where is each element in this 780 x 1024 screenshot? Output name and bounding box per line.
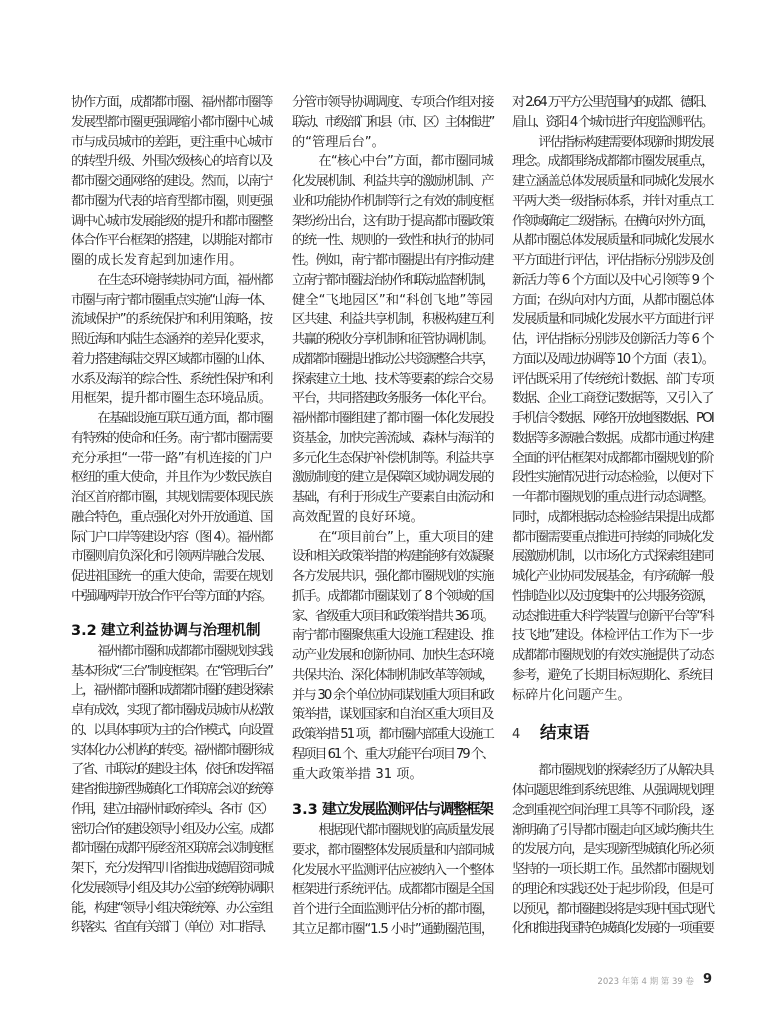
text-line: 手机信令数据、网络开放地图数据、POI [512, 411, 713, 426]
text-line: 资基金，加快完善流域、森林与海洋的 [292, 430, 493, 446]
text-line: 上，福州都市圈和成都都市圈的建设探索 [71, 683, 272, 699]
text-line: 发展质量和同城化发展水平方面进行评 [512, 312, 713, 328]
text-line: 在“项目前台”上，重大项目的建 [318, 529, 493, 545]
text-line: 成都都市圈提出推动公共资源整合共享， [292, 351, 493, 367]
paragraph [512, 761, 713, 939]
text-line: 作用，建立由福州市政府牵头、各市（区） [71, 801, 272, 817]
text-line: 实体化办公机构的转变。福州都市圈形成 [71, 742, 272, 758]
text-line: 发展型都市圈更强调缩小都市圈中心城 [71, 114, 272, 130]
text-line: 根据现代都市圈规划的高质量发展 [318, 823, 493, 838]
text-line: 理念。成都围绕成都都市圈发展重点， [512, 154, 713, 170]
page-footer [597, 972, 712, 988]
text-line: 市与成员城市的差距，更注重中心城市 [71, 134, 272, 150]
text-line: 抓手。成都都市圈谋划了 8 个领域的国 [292, 588, 493, 604]
text-column-middle [292, 93, 493, 940]
text-line: 的理论和实践还处于起步阶段，但是可 [512, 881, 713, 897]
text-line: 都市圈在成都平原经济区联席会议制度框 [71, 841, 272, 857]
text-line: 作领域确定二级指标。在横向对外方面， [512, 213, 713, 229]
section-title: 建立利益协调与治理机制 [101, 623, 261, 639]
text-line: 技飞地”建设。体检评估工作为下一步 [512, 628, 713, 644]
text-line: 流域保护”的系统保护和利用策略，按 [71, 312, 272, 328]
text-line: 政策举措 51 项，都市圈内部重大设施工 [292, 727, 493, 742]
text-line: 际门户口岸等建设内容（图 4）。福州都 [71, 529, 272, 545]
text-line: 体问题思维到系统思维、从强调规划理 [512, 783, 713, 798]
page-number: 9 [702, 972, 712, 987]
text-line: 调中心城市发展能级的提升和都市圈整 [71, 213, 272, 229]
text-line: 动产业发展和创新协同、加快生态环境 [292, 648, 493, 663]
text-line: 程项目 61 个、重大功能平台项目 79 个、 [292, 746, 493, 762]
text-line: 用框架，提升都市圈生态环境品质。 [71, 391, 272, 407]
text-line: 同时，成都根据动态检验结果提出成都 [512, 509, 713, 525]
text-line: 激励制度的建立是保障区域协调发展的 [292, 470, 493, 486]
section-heading [71, 622, 272, 642]
text-line: 圈的成长发育起到加速作用。 [71, 253, 243, 268]
text-line: 新活力等 6 个方面以及中心引领等 9 个 [512, 272, 713, 288]
paragraph [292, 821, 493, 940]
text-line: 融合特色，重点强化对外开放通道、国 [71, 509, 272, 525]
section-title: 建立发展监测评估与调整框架 [322, 802, 493, 819]
section-number: 3.3 [292, 802, 318, 819]
journal-issue-info: 2023 年第 4 期 第 39 卷 [597, 977, 694, 987]
text-line: 都市圈规划的探索经历了从解决具 [538, 763, 713, 779]
text-line: 成都都市圈规划的有效实施提供了动态 [512, 648, 713, 663]
text-line: 密切合作的建设领导小组及办公室。成都 [71, 821, 272, 837]
text-line: 的“管理后台”。 [292, 134, 385, 150]
text-line: 平台，共同搭建政务服务一体化平台。 [292, 391, 493, 407]
text-line: 水系及海洋的综合性、系统性保护和利 [71, 371, 272, 387]
text-line: 数据等多源融合数据。成都市通过构建 [512, 430, 713, 446]
text-line: 联动、市级部门和县（市、区）主体推进” [292, 114, 493, 130]
text-line: 其立足都市圈“1.5 小时”通勤圈范围， [292, 921, 493, 937]
text-line: 共保共治、深化体制机制改革等领域， [292, 667, 493, 683]
text-column-left [71, 93, 272, 938]
text-line: 评估既采用了传统统计数据、部门专项 [512, 371, 713, 387]
text-line: 化发展水平监测评估应被纳入一个整体 [292, 862, 493, 878]
text-line: 平两大类一级指标体系，并针对重点工 [512, 193, 713, 209]
paragraph [512, 93, 713, 133]
text-line: 念到重视空间治理工具等不同阶段，逐 [512, 802, 713, 818]
text-line: 基本形成“三台”制度框架。在“管理后台” [71, 663, 272, 679]
text-line: 立南宁都市圈法治协作和联动监督机制， [292, 272, 493, 288]
text-line: 策举措，谋划国家和自治区重大项目及 [292, 707, 493, 723]
text-line: 基础，有利于形成生产要素自由流动和 [292, 490, 493, 505]
text-line: 市圈与南宁都市圈重点实施“山海一体、 [71, 292, 272, 308]
text-line: 枢纽的重大使命，并且作为少数民族自 [71, 470, 272, 486]
text-line: 能，构建“领导小组决策统筹、办公室组 [71, 900, 272, 916]
text-line: 中强调两岸开放合作平台等方面的内容。 [71, 588, 272, 604]
section-heading [292, 801, 493, 821]
text-line: 探索建立土地、技术等要素的综合交易 [292, 371, 493, 387]
text-line: 的转型升级、外围次级核心的培育以及 [71, 154, 272, 170]
text-line: 都市圈为代表的培育型都市圈，则更强 [71, 193, 272, 209]
text-line: 都市圈需要重点推进可持续的同城化发 [512, 529, 713, 545]
text-line: 从都市圈总体发展质量和同城化发展水 [512, 233, 713, 249]
paragraph [292, 93, 493, 152]
text-line: 以预见，都市圈建设将是实现中国式现代 [512, 901, 713, 917]
text-line: 的、以具体事项为主的合作模式，向设置 [71, 722, 272, 738]
text-line: 并与 30 余个单位协同谋划重大项目和政 [292, 687, 493, 703]
text-line: 照近海和内陆生态涵养的差异化要求， [71, 332, 272, 347]
paragraph [292, 152, 493, 527]
text-line: 展激励机制，以市场化方式探索组建同 [512, 549, 713, 565]
text-line: 体合作平台框架的搭建，以期能对都市 [71, 233, 272, 249]
text-line: 平方面进行评估，评估指标分别涉及创 [512, 253, 713, 268]
text-line: 架纷纷出台，这有助于提高都市圈政策 [292, 213, 493, 229]
section-heading [512, 722, 713, 744]
text-line: 全面的评估框架对成都都市圈规划的阶 [512, 450, 713, 466]
text-line: 了省、市联动的建设主体，依托和发挥福 [71, 762, 272, 778]
text-line: 一年都市圈规划的重点进行动态调整。 [512, 490, 713, 505]
text-line: 充分承担“一带一路”有机连接的门户 [71, 450, 272, 466]
section-number: 4 [512, 727, 521, 743]
section-title: 结束语 [540, 723, 590, 743]
text-line: 都市圈交通网络的建设。然而，以南宁 [71, 174, 272, 189]
text-line: 架下，充分发挥四川省推进成德眉资同城 [71, 861, 272, 876]
text-line: 建立涵盖总体发展质量和同城化发展水 [512, 174, 713, 189]
text-line: 建省推进新型城镇化工作联席会议的统筹 [71, 782, 272, 797]
text-line: 方面；在纵向对内方面，从都市圈总体 [512, 292, 713, 308]
text-line: 重大政策举措 31 项。 [292, 766, 423, 782]
text-line: 要求，都市圈整体发展质量和内部同城 [292, 842, 493, 858]
text-line: 高效配置的良好环境。 [292, 509, 424, 525]
text-line: 对 2.64 万平方公里范围内的成都、德阳、 [512, 95, 713, 110]
text-line: 标碎片化问题产生。 [512, 687, 631, 703]
text-line: 治区首府都市圈，其规划需要体现民族 [71, 490, 272, 505]
text-line: 在基础设施互联互通方面，都市圈 [97, 411, 272, 426]
text-line: 参考，避免了长期目标短期化、系统目 [512, 667, 713, 683]
text-line: 市圈则肩负深化和引领两岸融合发展、 [71, 549, 272, 565]
text-line: 区共建、利益共享机制，积极构建互利 [292, 312, 493, 328]
text-line: 数据、企业工商登记数据等，又引入了 [512, 391, 713, 407]
paragraph [292, 528, 493, 785]
paragraph [71, 642, 272, 938]
text-line: 共赢的税收分享机制和征管协调机制。 [292, 332, 493, 347]
text-line: 健全“飞地园区”和“科创飞地”等园 [292, 292, 493, 308]
text-line: 多元化生态保护补偿机制等。利益共享 [292, 450, 493, 466]
text-line: 方面以及周边协调等 10 个方面（表 1）。 [512, 351, 713, 367]
text-line: 分管市领导协调调度、专项合作组对接 [292, 95, 493, 110]
text-line: 化和推进我国特色城镇化发展的一项重要 [512, 921, 713, 937]
text-line: 卓有成效，实现了都市圈成员城市从松散 [71, 703, 272, 718]
text-line: 估，评估指标分别涉及创新活力等 6 个 [512, 332, 713, 347]
text-line: 首个进行全面监测评估分析的都市圈， [292, 902, 493, 917]
text-line: 协作方面，成都都市圈、福州都市圈等 [71, 95, 272, 110]
paragraph [71, 271, 272, 409]
text-line: 着力搭建海陆交界区域都市圈的山体、 [71, 351, 272, 367]
text-line: 的统一性、规则的一致性和执行的协同 [292, 233, 493, 249]
paragraph [512, 133, 713, 706]
text-line: 渐明确了引导都市圈走向区域均衡共生 [512, 822, 713, 838]
text-line: 动态推进重大科学装置与创新平台等“科 [512, 608, 713, 624]
text-line: 福州都市圈组建了都市圈一体化发展投 [292, 411, 493, 426]
paragraph [71, 93, 272, 271]
text-line: 性。例如，南宁都市圈提出有序推动建 [292, 253, 493, 268]
text-line: 在生态环境持续协同方面，福州都 [97, 272, 272, 288]
text-line: 各方发展共识，强化都市圈规划的实施 [292, 569, 493, 584]
text-line: 促进祖国统一的重大使命，需要在规划 [71, 569, 272, 584]
text-line: 化发展领导小组及其办公室的统筹协调职 [71, 880, 272, 896]
text-line: 南宁都市圈聚焦重大设施工程建设、推 [292, 628, 493, 644]
text-line: 家、省级重大项目和政策举措共 36 项。 [292, 608, 493, 624]
text-line: 福州都市圈和成都都市圈规划实践 [97, 643, 272, 659]
text-line: 的发展方向，是实现新型城镇化所必须 [512, 842, 713, 858]
text-line: 城化产业协同发展基金，有序疏解一般 [512, 569, 713, 584]
text-line: 坚持的一项长期工作。虽然都市圈规划 [512, 862, 713, 877]
text-line: 眉山、资阳 4 个城市进行年度监测评估。 [512, 114, 712, 130]
text-line: 设和相关政策举措的构建能够有效凝聚 [292, 549, 493, 565]
text-line: 有特殊的使命和任务。南宁都市圈需要 [71, 430, 272, 446]
text-column-right [512, 93, 713, 939]
text-line: 评估指标构建需要体现新时期发展 [538, 134, 713, 150]
text-line: 化发展机制、利益共享的激励机制、产 [292, 174, 493, 189]
text-line: 框架进行系统评估。成都都市圈是全国 [292, 882, 493, 898]
text-line: 织落实、省直有关部门（单位）对口指导、 [71, 920, 272, 936]
text-line: 在“核心中台”方面，都市圈同城 [318, 154, 493, 170]
text-line: 性制造业以及过度集中的公共服务资源， [512, 588, 713, 604]
section-number: 3.2 [71, 623, 97, 639]
paragraph [71, 409, 272, 607]
text-line: 业和功能协作机制等行之有效的制度框 [292, 193, 493, 209]
text-line: 段性实施情况进行动态检验，以便对下 [512, 470, 713, 486]
